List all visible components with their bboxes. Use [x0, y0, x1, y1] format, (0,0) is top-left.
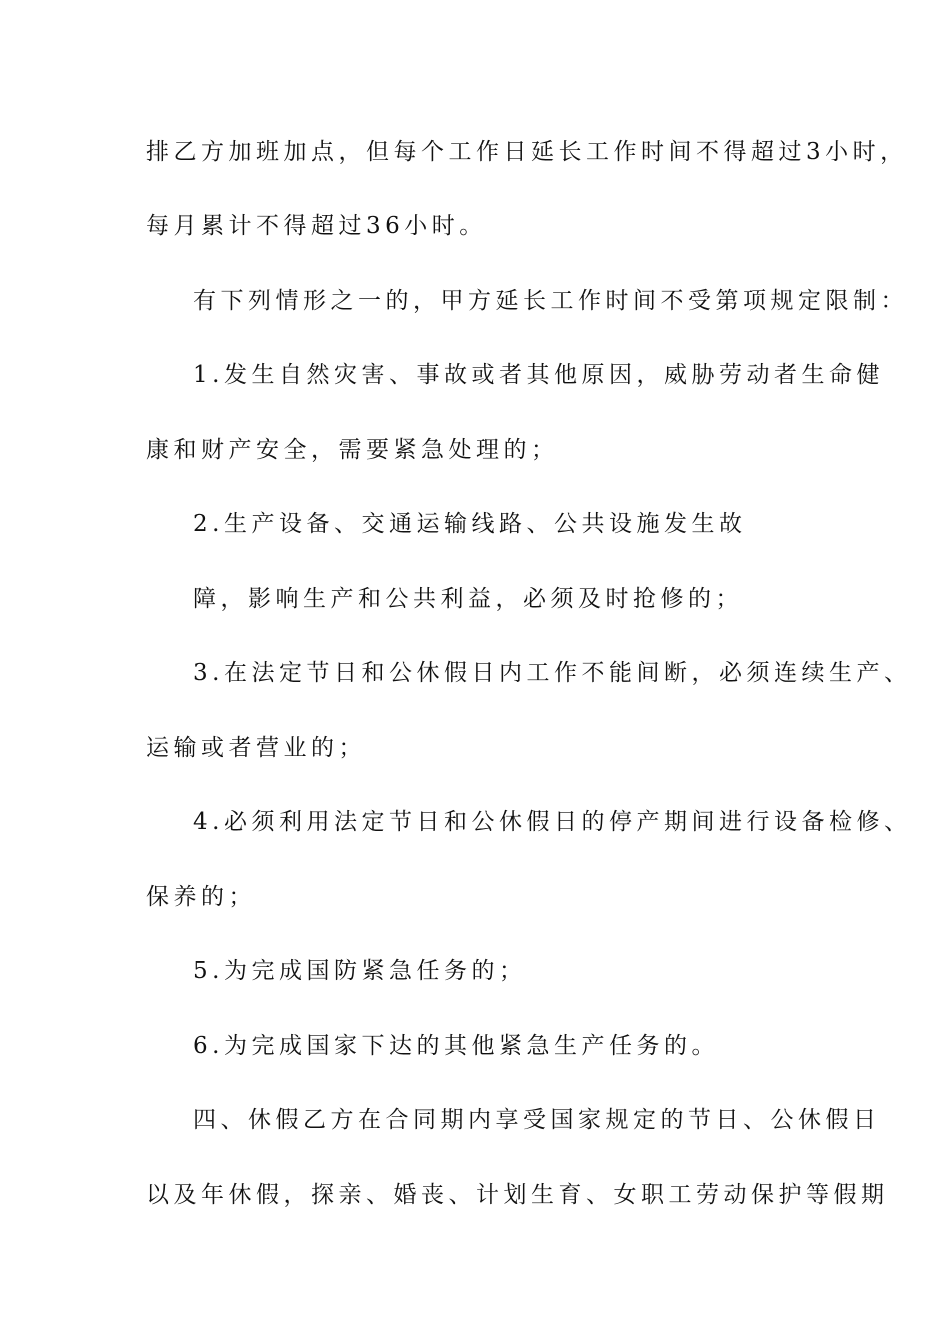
list-item-4-line-1: 4.必须利用法定节日和公休假日的停产期间进行设备检修、	[193, 809, 912, 835]
section-4-line-1: 四、休假乙方在合同期内享受国家规定的节日、公休假日	[193, 1107, 881, 1133]
section-4-line-2: 以及年休假，探亲、婚丧、计划生育、女职工劳动保护等假期	[146, 1182, 889, 1208]
list-item-1-line-1: 1.发生自然灾害、事故或者其他原因，威胁劳动者生命健	[193, 362, 884, 388]
list-item-2-line-1: 2.生产设备、交通运输线路、公共设施发生故	[193, 511, 747, 537]
text-line-1: 排乙方加班加点，但每个工作日延长工作时间不得超过3小时，	[146, 139, 908, 165]
list-item-6: 6.为完成国家下达的其他紧急生产任务的。	[193, 1033, 719, 1059]
list-item-5: 5.为完成国防紧急任务的；	[193, 958, 527, 984]
text-line-3: 有下列情形之一的，甲方延长工作时间不受第项规定限制：	[193, 288, 908, 314]
list-item-3-line-1: 3.在法定节日和公休假日内工作不能间断，必须连续生产、	[193, 660, 912, 686]
list-item-2-line-2: 障，影响生产和公共利益，必须及时抢修的；	[193, 586, 743, 612]
list-item-1-line-2: 康和财产安全，需要紧急处理的；	[146, 437, 559, 463]
list-item-3-line-2: 运输或者营业的；	[146, 735, 366, 761]
list-item-4-line-2: 保养的；	[146, 884, 256, 910]
text-line-2: 每月累计不得超过36小时。	[146, 213, 487, 239]
